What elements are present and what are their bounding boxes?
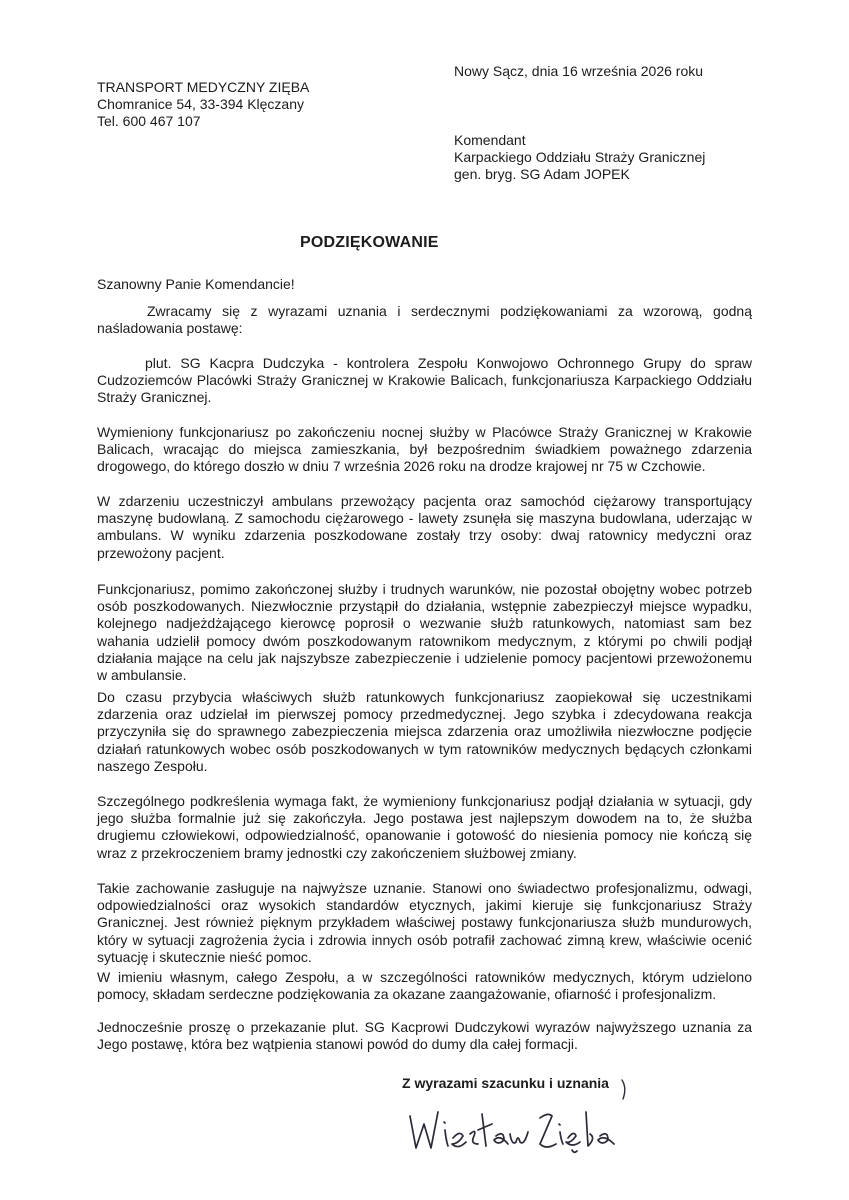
paragraph-first-aid: Do czasu przybycia właściwych służb ratunkowych funkcjonariusz zaopiekował się uczestnikami zdarzenia oraz udzielał im pierwszej pomocy przedmedycznej. Jego szybka i zdecydowana reakcja przyczyniła się do sprawnego zabezpieczenia miejsca zdarzenia oraz umożliwiła niezwłoczne podjęcie działań ratunkowych wobec osób poszkodowanych w tym ratowników medycznych będących członkami naszego Zespołu. (97, 689, 752, 774)
handwritten-signature (400, 1100, 630, 1160)
paragraph-intro: Zwracamy się z wyrazami uznania i serdecznymi podziękowaniami za wzorową, godną naśladowania postawę: (97, 303, 752, 337)
recipient-line-3: gen. bryg. SG Adam JOPEK (454, 166, 630, 182)
paragraph-recipient-of-thanks: plut. SG Kacpra Dudczyka - kontrolera Zespołu Konwojowo Ochronnego Grupy do spraw Cudzoziemców Placówki Straży Granicznej w Krakowie Balicach, funkcjonariusza Karpackiego Oddziału Straży Granicznej. (97, 355, 752, 406)
sender-name: TRANSPORT MEDYCZNY ZIĘBA (97, 79, 310, 95)
recipient-line-2: Karpackiego Oddziału Straży Granicznej (454, 149, 706, 165)
paragraph-actions: Funkcjonariusz, pomimo zakończonej służby i trudnych warunków, nie pozostał obojętny wobec potrzeb osób poszkodowanych. Niezwłocznie przystąpił do działania, wstępnie zabezpieczył miejsce wypadku, kolejnego nadjeżdżającego kierowcę poprosił o wezwanie służb ratunkowych, natomiast sam bez wahania udzielił pomocy dwóm poszkodowanym ratownikom medycznym, z którymi po chwili podjął działania mające na celu jak najszybsze zabezpieczenie i udzielenie pomocy pacjentowi przewożonemu w ambulansie. (97, 581, 752, 684)
paragraph-recognition: Takie zachowanie zasługuje na najwyższe uznanie. Stanowi ono świadectwo profesjonalizmu, odwagi, odpowiedzialności oraz wysokich standardów etycznych, jakimi kieruje się funkcjonariusz Straży Granicznej. Jest również pięknym przykładem właściwej postawy funkcjonariusza służb mundurowych, który w sytuacji zagrożenia życia i zdrowia innych osób potrafił zachować zimną krew, właściwie ocenić sytuację i skutecznie nieść pomoc. (97, 880, 752, 965)
paragraph-gratitude: W imieniu własnym, całego Zespołu, a w szczególności ratowników medycznych, którym udzielono pomocy, składam serdeczne podziękowania za okazane zaangażowanie, ofiarność i profesjonalizm. (97, 969, 752, 1003)
closing-phrase: Z wyrazami szacunku i uznania (402, 1075, 609, 1091)
closing-pen-mark (619, 1078, 629, 1102)
paragraph-off-duty: Szczególnego podkreślenia wymaga fakt, że wymieniony funkcjonariusz podjął działania w sytuacji, gdy jego służba formalnie już się zakończyła. Jego postawa jest najlepszym dowodem na to, że służba drugiemu człowiekowi, odpowiedzialność, opanowanie i gotowość do niesienia pomocy nie kończą się wraz z przekroczeniem bramy jednostki czy zakończeniem służbowej zmiany. (97, 793, 752, 861)
paragraph-request: Jednocześnie proszę o przekazanie plut. SG Kacprowi Dudczykowi wyrazów najwyższego uznania za Jego postawę, która bez wątpienia stanowi powód do dumy dla całej formacji. (97, 1019, 752, 1053)
recipient-line-1: Komendant (454, 132, 526, 148)
sender-block (97, 79, 309, 130)
salutation: Szanowny Panie Komendancie! (97, 276, 295, 292)
paragraph-incident: W zdarzeniu uczestniczył ambulans przewożący pacjenta oraz samochód ciężarowy transportujący maszynę budowlaną. Z samochodu ciężarowego - lawety zsunęła się maszyna budowlana, uderzając w ambulans. W wyniku zdarzenia poszkodowane zostały trzy osoby: dwaj ratownicy medyczni oraz przewożony pacjent. (97, 493, 752, 561)
paragraph-witness: Wymieniony funkcjonariusz po zakończeniu nocnej służby w Placówce Straży Granicznej w Krakowie Balicach, wracając do miejsca zamieszkania, był bezpośrednim świadkiem poważnego zdarzenia drogowego, do którego doszło w dniu 7 września 2026 roku na drodze krajowej nr 75 w Czchowie. (97, 424, 752, 475)
letter-title: PODZIĘKOWANIE (300, 234, 439, 251)
date-line: Nowy Sącz, dnia 16 września 2026 roku (454, 63, 704, 79)
sender-phone: Tel. 600 467 107 (97, 113, 201, 129)
sender-address: Chomranice 54, 33-394 Klęczany (97, 96, 305, 112)
recipient-block (454, 132, 705, 183)
